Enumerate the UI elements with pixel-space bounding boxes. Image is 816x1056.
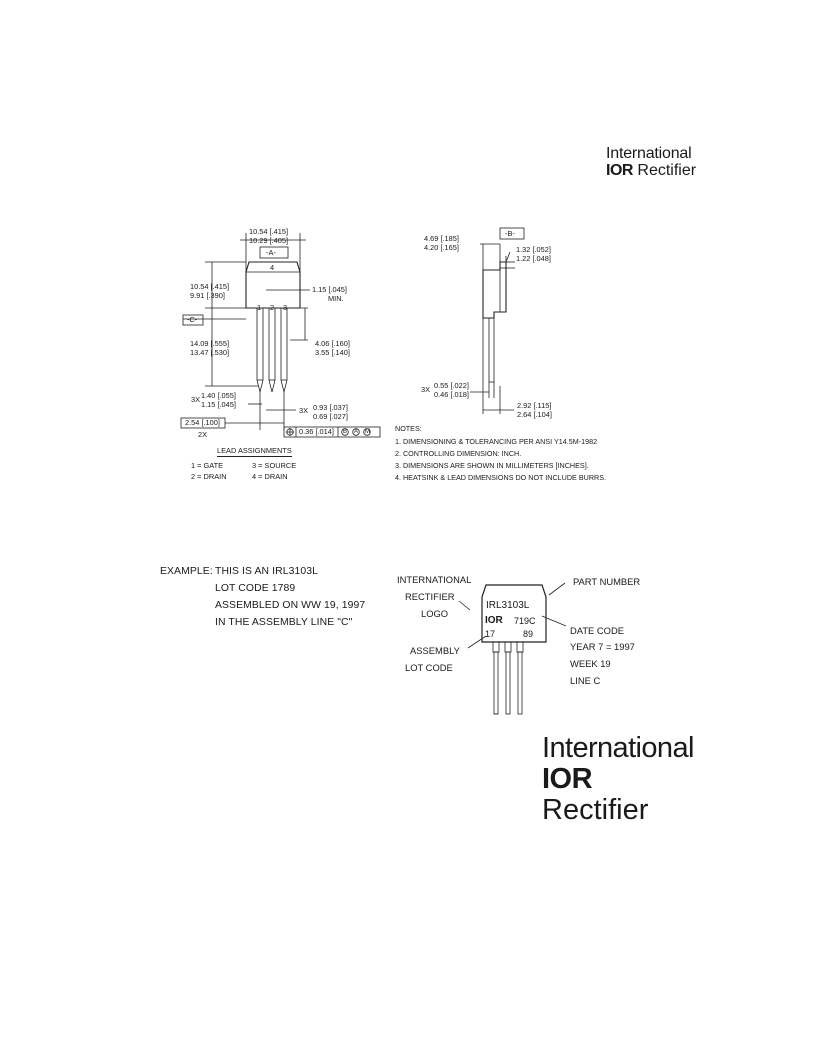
dim-width-bottom: 10.29 [.405] — [249, 236, 289, 245]
note-2: 2. CONTROLLING DIMENSION: INCH. — [395, 449, 522, 458]
dim-side-lead-bottom: 0.46 [.018] — [434, 390, 469, 399]
tol-datum-m: M — [365, 429, 370, 435]
label-international: INTERNATIONAL — [397, 574, 472, 585]
lead-assign-1: 1 = GATE — [191, 461, 224, 470]
logo-top-ior: IOR — [606, 162, 633, 179]
logo-top-rectifier: Rectifier — [637, 162, 697, 179]
label-logo: LOGO — [421, 608, 449, 619]
dim-height-top: 10.54 [.415] — [190, 282, 230, 291]
tol-datum-b: B — [343, 429, 348, 435]
pin-label-2: 2 — [270, 303, 275, 312]
dim-height-bottom: 9.91 [.390] — [190, 291, 225, 300]
datum-a: -A- — [266, 248, 276, 257]
label-line: LINE C — [570, 675, 601, 686]
datum-b: -B- — [505, 229, 515, 238]
tol-datum-a: A — [354, 429, 359, 435]
example-line-1: THIS IS AN IRL3103L — [215, 566, 318, 577]
logo-bottom-ior: IOR — [542, 763, 593, 795]
label-lot-code: LOT CODE — [405, 662, 453, 673]
tab-number: 4 — [270, 263, 275, 272]
pkg-ior-logo: IOR — [485, 615, 503, 626]
lead-assign-3: 3 = SOURCE — [252, 461, 297, 470]
example-line-3: ASSEMBLED ON WW 19, 1997 — [215, 600, 366, 611]
logo-top-international: International — [606, 145, 692, 162]
logo-bottom-rectifier: Rectifier — [542, 794, 649, 826]
dim-tab-top: 1.32 [.052] — [516, 245, 551, 254]
label-part-number: PART NUMBER — [573, 576, 641, 587]
label-date-code: DATE CODE — [570, 625, 624, 636]
logo-bottom-international: International — [542, 732, 694, 764]
label-year: YEAR 7 = 1997 — [570, 641, 635, 652]
ir-logo-bottom — [542, 733, 702, 826]
pin-label-1: 1 — [257, 303, 262, 312]
pkg-part-number: IRL3103L — [486, 600, 530, 611]
dim-lead-len-top: 14.09 [.555] — [190, 339, 230, 348]
dim-lead-w-bottom: 1.15 [.045] — [201, 400, 236, 409]
dim-thick-bottom: 4.20 [.165] — [424, 243, 459, 252]
example-line-2: LOT CODE 1789 — [215, 583, 296, 594]
dim-offset-top: 2.92 [.115] — [517, 401, 552, 410]
label-rectifier: RECTIFIER — [405, 591, 455, 602]
dim-thick-top: 4.69 [.185] — [424, 234, 459, 243]
dim-pitch: 2.54 [.100] — [185, 418, 220, 427]
dim-lead-t-bottom: 0.69 [.027] — [313, 412, 348, 421]
lead-assign-4: 4 = DRAIN — [252, 472, 288, 481]
dim-min-label: MIN. — [328, 294, 344, 303]
note-3: 3. DIMENSIONS ARE SHOWN IN MILLIMETERS [INCHES]. — [395, 461, 589, 470]
label-assembly: ASSEMBLY — [410, 645, 460, 656]
note-1: 1. DIMENSIONING & TOLERANCING PER ANSI Y14.5M-1982 — [395, 437, 598, 446]
dim-lead-t-mult: 3X — [299, 406, 309, 415]
dim-lead-w-top: 1.40 [.055] — [201, 391, 236, 400]
pkg-date-code: 719C — [514, 616, 536, 626]
example-line-4: IN THE ASSEMBLY LINE "C" — [215, 617, 353, 628]
notes-title: NOTES: — [395, 424, 422, 433]
dim-width-top: 10.54 [.415] — [249, 227, 289, 236]
lead-assign-2: 2 = DRAIN — [191, 472, 227, 481]
dim-side-lead-mult: 3X — [421, 385, 431, 394]
dim-shoulder-top: 4.06 [.160] — [315, 339, 350, 348]
dim-shoulder-bottom: 3.55 [.140] — [315, 348, 350, 357]
dim-tab-bottom: 1.22 [.048] — [516, 254, 551, 263]
dim-side-lead-top: 0.55 [.022] — [434, 381, 469, 390]
dim-lead-w-mult: 3X — [191, 395, 201, 404]
dim-lead-t-top: 0.93 [.037] — [313, 403, 348, 412]
dim-min-top: 1.15 [.045] — [312, 285, 347, 294]
pkg-lot-right: 89 — [523, 629, 534, 639]
datum-c: -C- — [187, 315, 198, 324]
dim-offset-bottom: 2.64 [.104] — [517, 410, 552, 419]
dim-lead-len-bottom: 13.47 [.530] — [190, 348, 230, 357]
tolerance-value: 0.36 [.014] — [299, 427, 334, 436]
dim-pitch-mult: 2X — [198, 430, 208, 439]
pkg-lot-left: 17 — [485, 629, 496, 639]
example-label: EXAMPLE: — [160, 566, 213, 577]
pin-label-3: 3 — [283, 303, 288, 312]
lead-assignments-title: LEAD ASSIGNMENTS — [217, 446, 292, 455]
note-4: 4. HEATSINK & LEAD DIMENSIONS DO NOT INCLUDE BURRS. — [395, 473, 607, 482]
label-week: WEEK 19 — [570, 658, 611, 669]
logo-bottom-rectifier-line — [542, 764, 702, 826]
